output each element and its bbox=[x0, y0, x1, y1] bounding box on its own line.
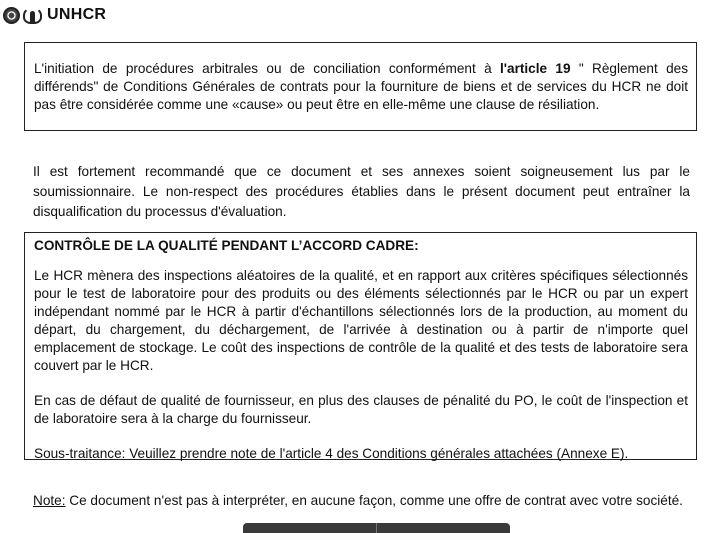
note-text: Ce document n'est pas à interpréter, en aucune façon, comme une offre de contrat avec votre société. bbox=[65, 493, 683, 508]
un-emblem-icon bbox=[3, 7, 20, 24]
recommendation-paragraph: Il est fortement recommandé que ce document et ses annexes soient soigneusement lus par le soumissionnaire. Le non-respect des procédures établies dans le présent document peut entraîner la disqualification du processus d'évaluation. bbox=[33, 164, 690, 219]
quality-control-box bbox=[24, 232, 697, 460]
text-part: L'initiation de procédures arbitrales ou de conciliation conformément à bbox=[34, 61, 500, 76]
paragraph: En cas de défaut de qualité de fournisseur, en plus des clauses de pénalité du PO, le coût de l'inspection et de laboratoire sera à la charge du fournisseur. bbox=[34, 393, 688, 426]
toolbar-left[interactable] bbox=[243, 523, 377, 533]
note-label: Note: bbox=[33, 493, 66, 508]
text-part: " Règlement des différends" de Conditions Générales de contrats pour la fourniture de biens et de services du HCR ne doit pas être considérée comme une «cause» ou peut être en elle-même une clause de résiliation. bbox=[34, 61, 688, 112]
logo-text: UNHCR bbox=[47, 6, 107, 23]
article-reference: l'article 19 bbox=[500, 61, 571, 76]
section-title: CONTRÔLE DE LA QUALITÉ PENDANT L’ACCORD CADRE: bbox=[34, 238, 419, 253]
unhcr-emblem-icon bbox=[23, 7, 42, 24]
note-paragraph bbox=[33, 491, 693, 510]
toolbar-right[interactable] bbox=[377, 523, 510, 533]
viewer-toolbar[interactable] bbox=[243, 523, 510, 533]
paragraph: Sous-traitance: Veuillez prendre note de l'article 4 des Conditions générales attachées (Annexe E). bbox=[34, 446, 629, 461]
arbitration-box bbox=[24, 42, 697, 131]
unhcr-logo bbox=[3, 6, 106, 24]
paragraph: Le HCR mènera des inspections aléatoires de la qualité, et en rapport aux critères spécifiques sélectionnés pour le test de laboratoire pour des produits ou des éléments sélectionnés par le HCR ou par un expert indépendant nommé par le HCR à partir d'échantillons sélectionnés lors de la production, au moment du départ, du chargement, du déchargement, de l'arrivée à destination ou à partir de n'importe quel emplacement de stockage. Le coût des inspections de contrôle de la qualité et des tests de laboratoire sera couvert par le HCR. bbox=[34, 268, 688, 373]
arbitration-text bbox=[34, 60, 688, 114]
